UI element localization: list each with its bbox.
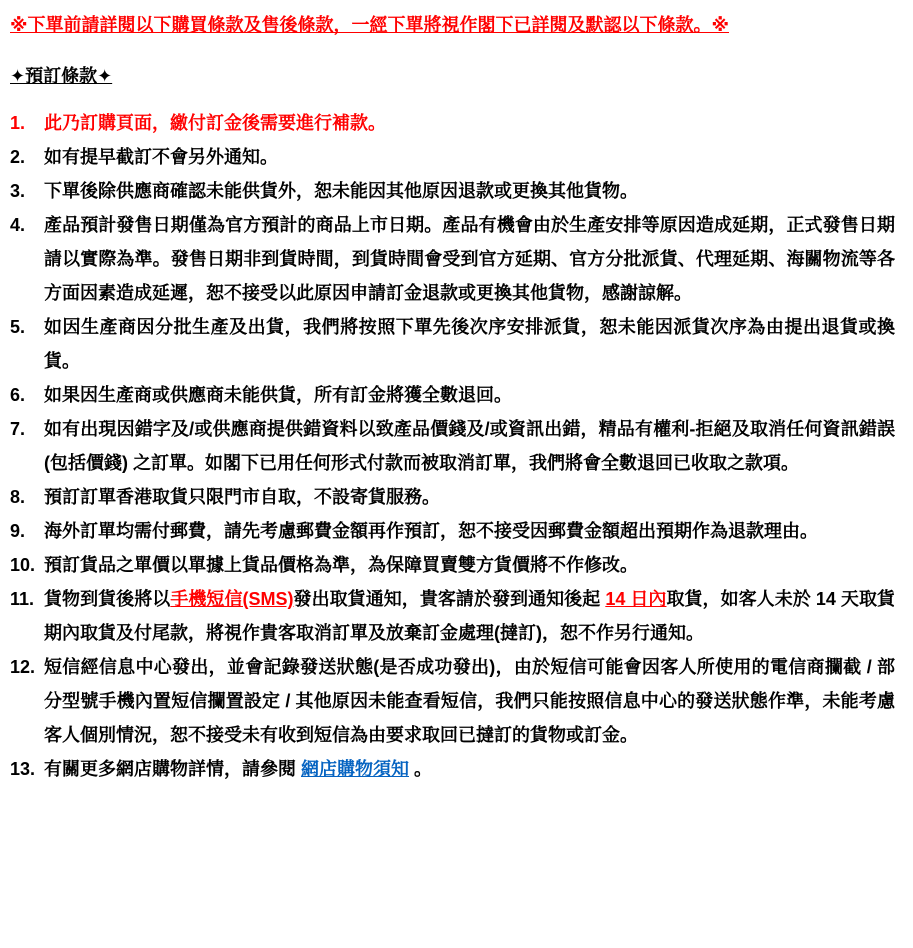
term-text bbox=[44, 582, 895, 650]
term-number: 7. bbox=[10, 419, 26, 439]
text-segment: 如果因生產商或供應商未能供貨，所有訂金將獲全數退回。 bbox=[44, 385, 512, 405]
term-number: 1. bbox=[10, 113, 26, 133]
term-item-1 bbox=[10, 106, 895, 140]
term-number: 3. bbox=[10, 181, 26, 201]
term-text bbox=[44, 174, 895, 208]
term-item-8 bbox=[10, 480, 895, 514]
text-segment: 預訂訂單香港取貨只限門市自取，不設寄貨服務。 bbox=[44, 487, 440, 507]
term-item-2 bbox=[10, 140, 895, 174]
term-text bbox=[44, 378, 895, 412]
deadline-highlight: 14 日內 bbox=[605, 589, 667, 609]
sms-highlight: 手機短信(SMS) bbox=[170, 589, 294, 609]
term-number: 6. bbox=[10, 385, 26, 405]
text-segment: 如因生產商因分批生產及出貨，我們將按照下單先後次序安排派貨，恕未能因派貨次序為由提出退貨或換貨。 bbox=[44, 317, 895, 371]
term-item-13 bbox=[10, 752, 895, 786]
term-text bbox=[44, 752, 895, 786]
term-number: 13. bbox=[10, 759, 36, 779]
term-item-10 bbox=[10, 548, 895, 582]
text-segment: 發出取貨通知，貴客請於發到通知後起 bbox=[293, 589, 606, 609]
term-item-11 bbox=[10, 582, 895, 650]
term-number: 12. bbox=[10, 657, 36, 677]
term-item-4 bbox=[10, 208, 895, 310]
text-segment: 。 bbox=[409, 759, 433, 779]
term-item-6 bbox=[10, 378, 895, 412]
text-segment: 下單後除供應商確認未能供貨外，恕未能因其他原因退款或更換其他貨物。 bbox=[44, 181, 638, 201]
term-number: 9. bbox=[10, 521, 26, 541]
term-text bbox=[44, 412, 895, 480]
text-segment: 海外訂單均需付郵費，請先考慮郵費金額再作預訂，恕不接受因郵費金額超出預期作為退款理由。 bbox=[44, 521, 818, 541]
text-segment: 貨物到貨後將以 bbox=[44, 589, 171, 609]
terms-list bbox=[10, 106, 895, 786]
term-number: 8. bbox=[10, 487, 26, 507]
text-segment: 如有提早截訂不會另外通知。 bbox=[44, 147, 278, 167]
text-segment: 預訂貨品之單價以單據上貨品價格為準，為保障買賣雙方貨價將不作修改。 bbox=[44, 555, 638, 575]
term-text bbox=[44, 140, 895, 174]
term-text bbox=[44, 106, 895, 140]
term-number: 11. bbox=[10, 589, 35, 609]
term-text bbox=[44, 514, 895, 548]
term-text bbox=[44, 650, 895, 752]
section-header-preorder-terms: ✦預訂條款✦ bbox=[10, 66, 113, 86]
shop-guide-link[interactable]: 網店購物須知 bbox=[301, 759, 409, 779]
term-item-12 bbox=[10, 650, 895, 752]
term-item-7 bbox=[10, 412, 895, 480]
text-segment: 取貨，如客人未於 14 天取貨期內取貨及付尾款，將視作貴客取消訂單及放棄訂金處理(撻訂)，恕不作另行通知。 bbox=[44, 589, 896, 643]
term-text bbox=[44, 310, 895, 378]
text-segment: 產品預計發售日期僅為官方預計的商品上市日期。產品有機會由於生產安排等原因造成延期，正式發售日期請以實際為準。發售日期非到貨時間，到貨時間會受到官方延期、官方分批派貨、代理延期、海關物流等各方面因素造成延遲，恕不接受以此原因申請訂金退款或更換其他貨物，感謝諒解。 bbox=[44, 215, 895, 303]
text-segment: 短信經信息中心發出，並會記錄發送狀態(是否成功發出)，由於短信可能會因客人所使用的電信商攔截 / 部分型號手機內置短信攔置設定 / 其他原因未能查看短信，我們只能按照信息中心的發送狀態作準，未能考慮客人個別情況，恕不接受未有收到短信為由要求取回已撻訂的貨物或訂金。 bbox=[44, 657, 895, 745]
page-title: ※下單前請詳閱以下購買條款及售後條款，一經下單將視作閣下已詳閱及默認以下條款。※ bbox=[10, 15, 729, 35]
term-number: 2. bbox=[10, 147, 26, 167]
term-number: 4. bbox=[10, 215, 26, 235]
term-item-9 bbox=[10, 514, 895, 548]
term-text bbox=[44, 208, 895, 310]
term-item-5 bbox=[10, 310, 895, 378]
text-segment: 如有出現因錯字及/或供應商提供錯資料以致產品價錢及/或資訊出錯，精品有權利-拒絕及取消任何資訊錯誤(包括價錢) 之訂單。如閣下已用任何形式付款而被取消訂單，我們將會全數退回已收取之款項。 bbox=[44, 419, 895, 473]
term-number: 5. bbox=[10, 317, 26, 337]
text-segment: 此乃訂購頁面，繳付訂金後需要進行補款。 bbox=[44, 113, 386, 133]
term-item-3 bbox=[10, 174, 895, 208]
term-number: 10. bbox=[10, 555, 36, 575]
term-text bbox=[44, 548, 895, 582]
text-segment: 有關更多網店購物詳情，請參閱 bbox=[44, 759, 301, 779]
term-text bbox=[44, 480, 895, 514]
